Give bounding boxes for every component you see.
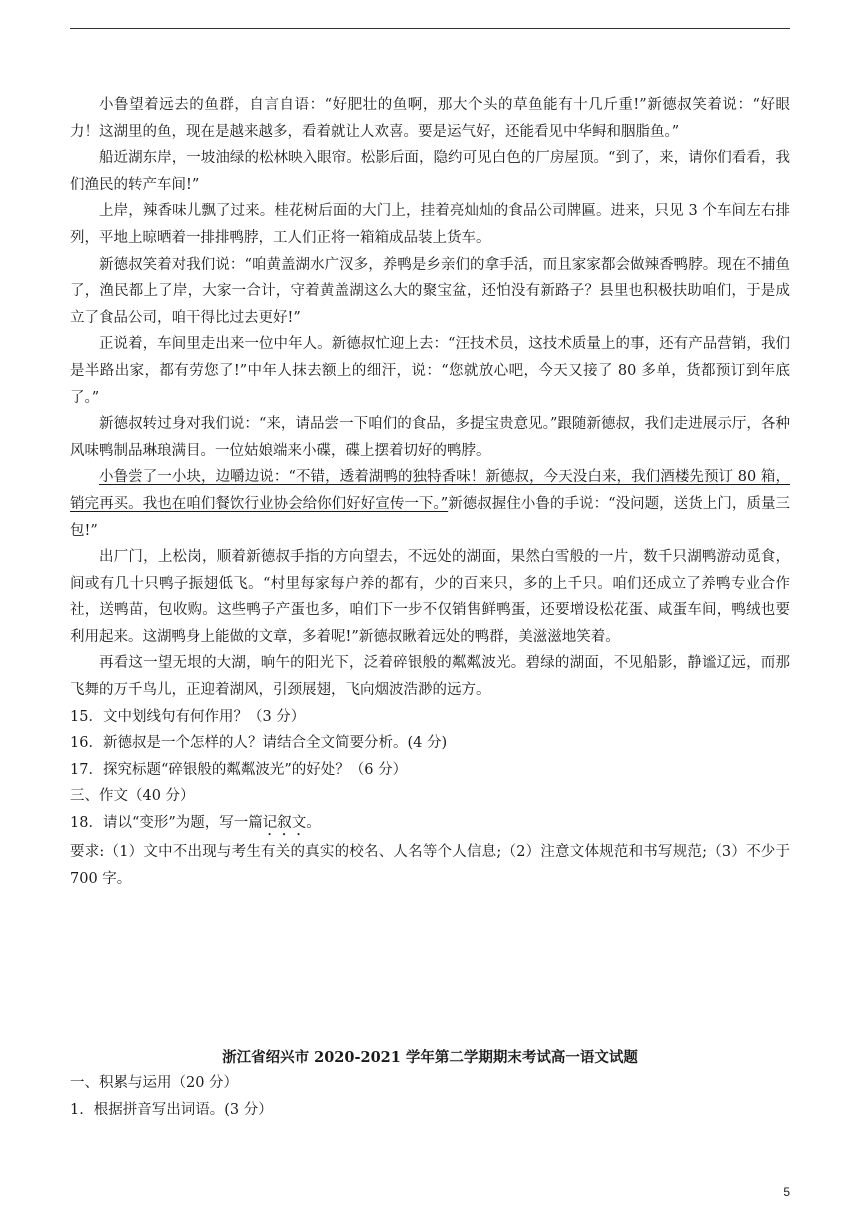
- paragraph: 新德叔转过身对我们说：“来，请品尝一下咱们的食品，多提宝贵意见。”跟随新德叔，我们走进展示厅，各种风味鸭制品琳琅满目。一位姑娘端来小碟，碟上摆着切好的鸭脖。: [70, 416, 790, 459]
- question-15: 15．文中划线句有何作用？（3 分）: [70, 708, 306, 725]
- section-heading-essay: 三、作文（40 分）: [70, 788, 195, 805]
- paragraph: 新德叔笑着对我们说：“咱黄盖湖水广汊多，养鸭是乡亲们的拿手活，而且家家都会做辣香鸭脖。现在不捕鱼了，渔民都上了岸，大家一合计，守着黄盖湖这么大的聚宝盆，还怕没有新路子？县里也积极扶助咱们，于是成立了食品公司，咱干得比过去更好!”: [70, 256, 790, 326]
- question-16: 16．新德叔是一个怎样的人？请结合全文简要分析。(4 分): [70, 735, 448, 752]
- paragraph: 正说着，车间里走出来一位中年人。新德叔忙迎上去：“汪技术员，这技术质量上的事，还有产品营销，我们是半路出家，都有劳您了!”中年人抹去额上的细汗，说：“您就放心吧，今天又接了 80 多单，货都预订到年底了。”: [70, 336, 790, 406]
- question-17: 17．探究标题“碎银般的粼粼波光”的好处？（6 分）: [70, 761, 408, 778]
- paragraph: 出厂门，上松岗，顺着新德叔手指的方向望去，不远处的湖面，果然白雪般的一片，数千只湖鸭游动觅食，间或有几十只鸭子振翅低飞。“村里每家每户养的都有，少的百来只，多的上千只。咱们还成立了养鸭专业合作社，送鸭苗，包收购。这些鸭子产蛋也多，咱们下一步不仅销售鲜鸭蛋，还要增设松花蛋、咸蛋车间，鸭绒也要利用起来。这湖鸭身上能做的文章，多着呢!”新德叔瞅着远处的鸭群，美滋滋地笑着。: [70, 549, 790, 645]
- question-1: 1．根据拼音写出词语。(3 分）: [70, 1101, 273, 1118]
- next-exam-section: [70, 1070, 790, 1123]
- passage: [70, 92, 790, 892]
- page-number: 5: [783, 1185, 790, 1199]
- paragraph: 船近湖东岸，一坡油绿的松林映入眼帘。松影后面，隐约可见白色的厂房屋顶。“到了，来，请你们看看，我们渔民的转产车间!”: [70, 150, 790, 193]
- paragraph: 小鲁望着远去的鱼群，自言自语：“好肥壮的鱼啊，那大个头的草鱼能有十几斤重!”新德叔笑着说：“好眼力！这湖里的鱼，现在是越来越多，看着就让人欢喜。要是运气好，还能看见中华鲟和胭脂鱼。”: [70, 97, 790, 140]
- paragraph: 上岸，辣香味儿飘了过来。桂花树后面的大门上，挂着亮灿灿的食品公司牌匾。进来，只见 3 个车间左右排列，平地上晾晒着一排排鸭脖，工人们正将一箱箱成品装上货车。: [70, 203, 790, 246]
- section-heading: 一、积累与运用（20 分）: [70, 1075, 239, 1091]
- paragraph-with-underline: [70, 464, 790, 544]
- header-rule: [70, 28, 790, 29]
- exam-title: 浙江省绍兴市 2020-2021 学年第二学期期末考试高一语文试题: [222, 1049, 638, 1066]
- essay-requirements: 要求:（1）文中不出现与考生有关的真实的校名、人名等个人信息;（2）注意文体规范和书写规范;（3）不少于 700 字。: [70, 844, 790, 887]
- underlined-sentence: 小鲁尝了一小块，边嚼边说：“不错，透着湖鸭的独特香味！新德叔，今天没白来，我们酒楼先预订 80 箱，销完再买。我也在咱们餐饮行业协会给你们好好宣传一下。”: [70, 469, 790, 512]
- paragraph-tail: 新德叔握住小鲁的手说：“没问题，送货上门，质量三包!”: [70, 495, 790, 539]
- emphasis-text: 记叙文: [262, 815, 307, 832]
- question-18: 18．请以“变形”为题，写一篇记叙文。: [70, 815, 321, 832]
- paragraph: 再看这一望无垠的大湖，晌午的阳光下，泛着碎银般的粼粼波光。碧绿的湖面，不见船影，静谧辽远，而那飞舞的万千鸟儿，正迎着湖风，引颈展翅，飞向烟波浩渺的远方。: [70, 655, 790, 699]
